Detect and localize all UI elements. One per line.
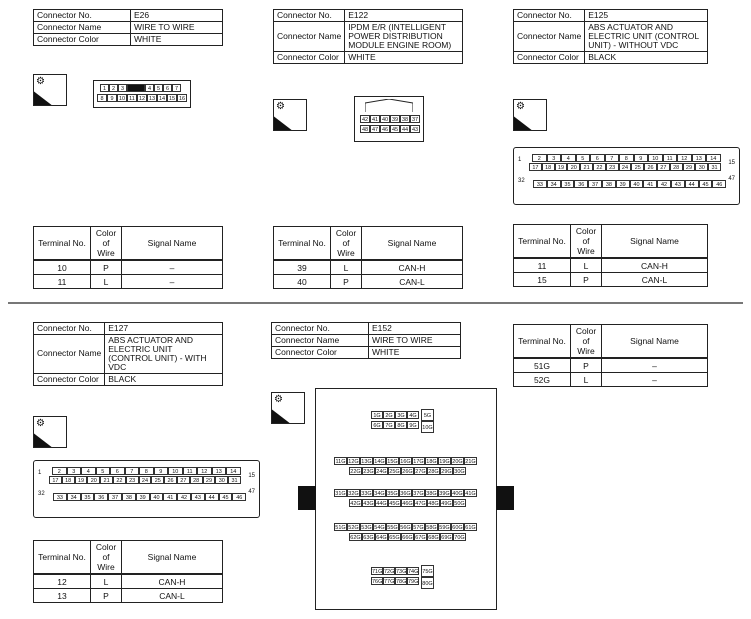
table-row: 39 L CAN-H [274, 260, 463, 275]
terminal-pin: 1G [371, 411, 383, 419]
terminal-pin: 36 [94, 493, 108, 501]
terminal-pin: 17 [49, 476, 62, 484]
terminal-pin: 5 [154, 84, 163, 92]
terminal-pin: 73G [396, 569, 407, 575]
terminal-pin: 17G [413, 459, 424, 465]
signal-name-header: Signal Name [122, 541, 223, 575]
terminal-pin: 23G [363, 469, 374, 475]
terminal-pin: 27G [415, 469, 426, 475]
terminal-pin: 42 [177, 493, 191, 501]
terminal-pin: 40 [150, 493, 164, 501]
hs-icon: ⚙ H.S. [33, 74, 67, 106]
connector-name-label: Connector Name [34, 334, 105, 373]
terminal-pin: 20 [87, 476, 100, 484]
terminal-pin: 67G [415, 535, 426, 541]
terminal-pin: 35G [387, 491, 398, 497]
terminal-pin: 18 [62, 476, 75, 484]
terminal-pin: 42 [361, 117, 369, 123]
terminal-pin: 64G [376, 535, 387, 541]
e26-connector-name: WIRE TO WIRE [130, 21, 222, 33]
terminal-pin: 41 [371, 117, 379, 123]
terminal-no-header: Terminal No. [514, 325, 571, 359]
terminal-pin: 3 [67, 467, 82, 475]
terminal-pin: 27 [177, 476, 190, 484]
terminal-pin: 8G [395, 421, 407, 429]
terminal-pin: 34 [547, 180, 561, 188]
terminal-pin: 21 [580, 163, 593, 171]
terminal-pin: 40 [630, 180, 644, 188]
terminal-pin: 2 [109, 84, 118, 92]
terminal-pin: 71G [372, 569, 383, 575]
e122-info-table [273, 9, 463, 64]
terminal-pin: 60G [452, 525, 463, 531]
connector-name-label: Connector Name [34, 21, 131, 33]
terminal-pin: 8 [97, 94, 107, 102]
signal-name-header: Signal Name [362, 227, 463, 261]
terminal-pin: 55G [387, 525, 398, 531]
terminal-pin: 28G [428, 469, 439, 475]
terminal-pin: 14 [158, 96, 166, 102]
terminal-no-header: Terminal No. [514, 225, 571, 259]
terminal-pin: 36G [400, 491, 411, 497]
hs-icon: ⚙ H.S. [273, 99, 307, 131]
e125-connector-color: BLACK [585, 51, 708, 63]
connector-lock-left [298, 486, 316, 510]
terminal-pin: 31G [335, 491, 346, 497]
terminal-pin: 39 [136, 493, 150, 501]
terminal-pin: 12G [348, 459, 359, 465]
terminal-pin: 80G [421, 577, 434, 589]
terminal-pin: 37G [413, 491, 424, 497]
terminal-pin: 13 [212, 467, 227, 475]
terminal-pin: 29G [441, 469, 452, 475]
terminal-pin: 6G [371, 421, 383, 429]
terminal-pin: 29 [203, 476, 216, 484]
terminal-pin: 43 [191, 493, 205, 501]
terminal-pin: 40 [381, 117, 389, 123]
terminal-pin: 38G [426, 491, 437, 497]
terminal-no-header: Terminal No. [34, 541, 91, 575]
terminal-pin: 44 [685, 180, 699, 188]
hs-icon: ⚙ H.S. [271, 392, 305, 424]
terminal-pin: 37 [411, 117, 419, 123]
terminal-pin: 39G [439, 491, 450, 497]
terminal-pin: 12 [138, 96, 146, 102]
terminal-pin: 7G [383, 421, 395, 429]
terminal-pin: 51G [335, 525, 346, 531]
terminal-pin: 34G [374, 491, 385, 497]
terminal-pin: 25 [631, 163, 644, 171]
terminal-pin: 15G [387, 459, 398, 465]
terminal-pin: 69G [441, 535, 452, 541]
signal-name-header: Signal Name [602, 225, 708, 259]
terminal-pin: 66G [402, 535, 413, 541]
terminal-pin: 23 [126, 476, 139, 484]
hs-icon: ⚙ H.S. [33, 416, 67, 448]
terminal-pin: 68G [428, 535, 439, 541]
signal-name-header: Signal Name [122, 227, 223, 261]
terminal-pin: 3 [118, 84, 127, 92]
table-row: 52G L – [514, 373, 708, 387]
e127-connector-name: ABS ACTUATOR AND ELECTRIC UNIT (CONTROL UNIT) - WITH VDC [105, 334, 223, 373]
terminal-pin: 32G [348, 491, 359, 497]
terminal-pin: 26 [644, 163, 657, 171]
connector-name-label: Connector Name [272, 334, 369, 346]
terminal-pin: 63G [363, 535, 374, 541]
terminal-pin: 45 [391, 127, 399, 133]
table-row: 11 L – [34, 275, 223, 289]
terminal-no-header: Terminal No. [274, 227, 331, 261]
terminal-pin: 78G [396, 579, 407, 585]
terminal-pin: 46G [402, 501, 413, 507]
terminal-pin: 38 [401, 117, 409, 123]
terminal-pin: 46 [712, 180, 726, 188]
terminal-pin: 79G [408, 579, 419, 585]
terminal-pin: 41 [163, 493, 177, 501]
color-of-wire-header: Color of Wire [571, 225, 602, 259]
terminal-pin: 75G [421, 565, 434, 577]
terminal-pin: 37 [588, 180, 602, 188]
color-of-wire-header: Color of Wire [331, 227, 362, 261]
connector-no-label: Connector No. [274, 10, 345, 22]
terminal-pin: 49G [441, 501, 452, 507]
terminal-pin: 20 [567, 163, 580, 171]
terminal-pin: 3 [547, 154, 562, 162]
terminal-pin: 43G [363, 501, 374, 507]
terminal-pin: 22 [113, 476, 126, 484]
e122-signal-table [273, 226, 463, 289]
color-of-wire-header: Color of Wire [91, 227, 122, 261]
terminal-pin: 20G [452, 459, 463, 465]
terminal-pin: 47 [371, 127, 379, 133]
terminal-pin: 11G [335, 459, 346, 465]
terminal-pin: 5G [421, 409, 434, 421]
terminal-pin: 57G [413, 525, 424, 531]
terminal-pin: 25 [151, 476, 164, 484]
terminal-pin: 2G [383, 411, 395, 419]
terminal-pin: 1 [100, 84, 109, 92]
terminal-pin: 42 [657, 180, 671, 188]
terminal-pin: 46 [381, 127, 389, 133]
table-row: 12 L CAN-H [34, 574, 223, 589]
terminal-pin: 39 [391, 117, 399, 123]
terminal-pin: 18G [426, 459, 437, 465]
e26-connector-face [93, 80, 191, 108]
terminal-pin: 54G [374, 525, 385, 531]
terminal-pin: 13G [361, 459, 372, 465]
connector-latch-icon [365, 99, 413, 113]
terminal-pin: 6 [163, 84, 172, 92]
connector-name-label: Connector Name [514, 21, 585, 51]
terminal-pin: 26 [164, 476, 177, 484]
terminal-pin: 7 [125, 467, 140, 475]
e125-info-table [513, 9, 708, 64]
terminal-pin: 50G [454, 501, 465, 507]
e152-connector-face [315, 388, 497, 610]
terminal-pin: 48G [428, 501, 439, 507]
terminal-pin: 44 [205, 493, 219, 501]
terminal-pin: 34 [67, 493, 81, 501]
terminal-pin: 25G [389, 469, 400, 475]
connector-color-label: Connector Color [514, 51, 585, 63]
terminal-pin: 14G [374, 459, 385, 465]
terminal-pin: 61G [465, 525, 476, 531]
terminal-pin: 59G [439, 525, 450, 531]
e26-connector-color: WHITE [130, 33, 222, 45]
terminal-pin: 6 [110, 467, 125, 475]
terminal-pin: 30 [695, 163, 708, 171]
terminal-pin: 10G [421, 421, 434, 433]
terminal-pin: 3G [395, 411, 407, 419]
terminal-pin: 42G [350, 501, 361, 507]
terminal-pin: 9G [407, 421, 419, 429]
terminal-pin: 23 [606, 163, 619, 171]
terminal-pin: 43 [411, 127, 419, 133]
terminal-pin: 17 [529, 163, 542, 171]
terminal-no-header: Terminal No. [34, 227, 91, 261]
terminal-pin: 22G [350, 469, 361, 475]
terminal-pin: 38 [602, 180, 616, 188]
e127-connector-no: E127 [105, 323, 223, 335]
connector-no-label: Connector No. [272, 323, 369, 335]
color-of-wire-header: Color of Wire [571, 325, 602, 359]
terminal-pin: 27 [657, 163, 670, 171]
terminal-pin: 58G [426, 525, 437, 531]
terminal-pin: 28 [190, 476, 203, 484]
terminal-pin: 33G [361, 491, 372, 497]
connector-color-label: Connector Color [34, 373, 105, 385]
e152-signal-table [513, 324, 708, 387]
terminal-pin: 14 [226, 467, 241, 475]
connector-color-label: Connector Color [272, 346, 369, 358]
terminal-pin: 26G [402, 469, 413, 475]
terminal-pin: 33 [53, 493, 67, 501]
color-of-wire-header: Color of Wire [91, 541, 122, 575]
terminal-pin: 24G [376, 469, 387, 475]
terminal-pin: 5 [96, 467, 111, 475]
terminal-pin: 44G [376, 501, 387, 507]
terminal-pin: 13 [692, 154, 707, 162]
connector-no-label: Connector No. [514, 10, 585, 22]
terminal-pin: 4 [81, 467, 96, 475]
connector-color-label: Connector Color [274, 51, 345, 63]
e127-signal-table [33, 540, 223, 603]
terminal-pin: 8 [139, 467, 154, 475]
terminal-pin: 35 [81, 493, 95, 501]
table-row: 10 P – [34, 260, 223, 275]
e127-connector-color: BLACK [105, 373, 223, 385]
terminal-pin: 13 [148, 96, 156, 102]
table-row: 40 P CAN-L [274, 275, 463, 289]
signal-name-header: Signal Name [602, 325, 708, 359]
terminal-pin: 76G [372, 579, 383, 585]
terminal-pin: 65G [389, 535, 400, 541]
e122-connector-no: E122 [345, 10, 463, 22]
terminal-pin: 16G [400, 459, 411, 465]
terminal-pin: 19G [439, 459, 450, 465]
terminal-pin: 35 [561, 180, 575, 188]
table-row: 51G P – [514, 358, 708, 373]
terminal-pin: 16 [178, 96, 186, 102]
terminal-pin: 48 [361, 127, 369, 133]
connector-no-label: Connector No. [34, 10, 131, 22]
terminal-pin: 45G [389, 501, 400, 507]
terminal-pin: 9 [634, 154, 649, 162]
terminal-pin: 7 [172, 84, 181, 92]
terminal-pin: 52G [348, 525, 359, 531]
e122-connector-name: IPDM E/R (INTELLIGENT POWER DISTRIBUTION MODULE ENGINE ROOM) [345, 21, 463, 51]
e26-connector-no: E26 [130, 10, 222, 22]
connector-lock-right [496, 486, 514, 510]
e125-connector-no: E125 [585, 10, 708, 22]
terminal-pin: 10 [168, 467, 183, 475]
terminal-pin: 31 [708, 163, 721, 171]
terminal-pin: 30G [454, 469, 465, 475]
terminal-pin: 56G [400, 525, 411, 531]
terminal-pin: 72G [384, 569, 395, 575]
terminal-pin: 14 [706, 154, 721, 162]
terminal-pin [127, 84, 145, 92]
terminal-pin: 36 [574, 180, 588, 188]
terminal-pin: 77G [384, 579, 395, 585]
terminal-pin: 22 [593, 163, 606, 171]
terminal-pin: 12 [677, 154, 692, 162]
table-row: 13 P CAN-L [34, 589, 223, 603]
terminal-pin: 40G [452, 491, 463, 497]
e122-connector-face [354, 96, 424, 142]
terminal-pin: 21 [100, 476, 113, 484]
terminal-pin: 12 [197, 467, 212, 475]
terminal-pin: 24 [139, 476, 152, 484]
terminal-pin: 47G [415, 501, 426, 507]
table-row: 11 L CAN-H [514, 258, 708, 273]
terminal-pin: 19 [75, 476, 88, 484]
terminal-pin: 30 [215, 476, 228, 484]
e26-info-table [33, 9, 223, 46]
table-row: 15 P CAN-L [514, 273, 708, 287]
connector-no-label: Connector No. [34, 323, 105, 335]
section-divider [8, 302, 743, 304]
terminal-pin: 4 [561, 154, 576, 162]
terminal-pin: 39 [616, 180, 630, 188]
terminal-pin: 10 [118, 96, 126, 102]
e125-signal-table [513, 224, 708, 287]
terminal-pin: 10 [648, 154, 663, 162]
terminal-pin: 43 [671, 180, 685, 188]
terminal-pin: 74G [408, 569, 419, 575]
terminal-pin: 24 [619, 163, 632, 171]
e152-connector-name: WIRE TO WIRE [368, 334, 460, 346]
terminal-pin: 9 [107, 94, 117, 102]
e152-info-table [271, 322, 461, 359]
terminal-pin: 53G [361, 525, 372, 531]
terminal-pin: 41G [465, 491, 476, 497]
connector-name-label: Connector Name [274, 21, 345, 51]
e152-connector-no: E152 [368, 323, 460, 335]
terminal-pin: 31 [228, 476, 241, 484]
terminal-pin: 18 [542, 163, 555, 171]
terminal-pin: 29 [683, 163, 696, 171]
terminal-pin: 44 [401, 127, 409, 133]
e152-connector-color: WHITE [368, 346, 460, 358]
terminal-pin: 9 [154, 467, 169, 475]
terminal-pin: 19 [555, 163, 568, 171]
terminal-pin: 33 [533, 180, 547, 188]
terminal-pin: 7 [605, 154, 620, 162]
terminal-pin: 11 [663, 154, 678, 162]
terminal-pin: 37 [108, 493, 122, 501]
terminal-pin: 62G [350, 535, 361, 541]
e127-connector-face: 1 32 15 47 2 3 4 5 6 7 8 9 10 11 12 13 14 17 18 19 20 21 22 23 24 25 26 27 28 29 30 31 33 34 35 36 37 38 39 40 41 42 43 44 45 46 [33, 460, 260, 518]
terminal-pin: 4G [407, 411, 419, 419]
e127-info-table [33, 322, 223, 386]
terminal-pin: 2 [52, 467, 67, 475]
terminal-pin: 11 [183, 467, 198, 475]
terminal-pin: 8 [619, 154, 634, 162]
terminal-pin: 6 [590, 154, 605, 162]
hs-icon: ⚙ H.S. [513, 99, 547, 131]
terminal-pin: 45 [699, 180, 713, 188]
terminal-pin: 70G [454, 535, 465, 541]
terminal-pin: 21G [465, 459, 476, 465]
terminal-pin: 5 [576, 154, 591, 162]
terminal-pin: 41 [643, 180, 657, 188]
e122-connector-color: WHITE [345, 51, 463, 63]
terminal-pin: 45 [219, 493, 233, 501]
terminal-pin: 15 [168, 96, 176, 102]
terminal-pin: 28 [670, 163, 683, 171]
e26-signal-table [33, 226, 223, 289]
terminal-pin: 11 [127, 94, 137, 102]
terminal-pin: 38 [122, 493, 136, 501]
terminal-pin: 2 [532, 154, 547, 162]
terminal-pin: 4 [145, 84, 154, 92]
terminal-pin: 46 [232, 493, 246, 501]
e125-connector-face: 1 32 15 47 2 3 4 5 6 7 8 9 10 11 12 13 14 17 18 19 20 21 22 23 24 25 26 27 28 29 30 31 33 34 35 36 37 38 39 40 41 42 43 44 45 46 [513, 147, 740, 205]
connector-color-label: Connector Color [34, 33, 131, 45]
e125-connector-name: ABS ACTUATOR AND ELECTRIC UNIT (CONTROL UNIT) - WITHOUT VDC [585, 21, 708, 51]
